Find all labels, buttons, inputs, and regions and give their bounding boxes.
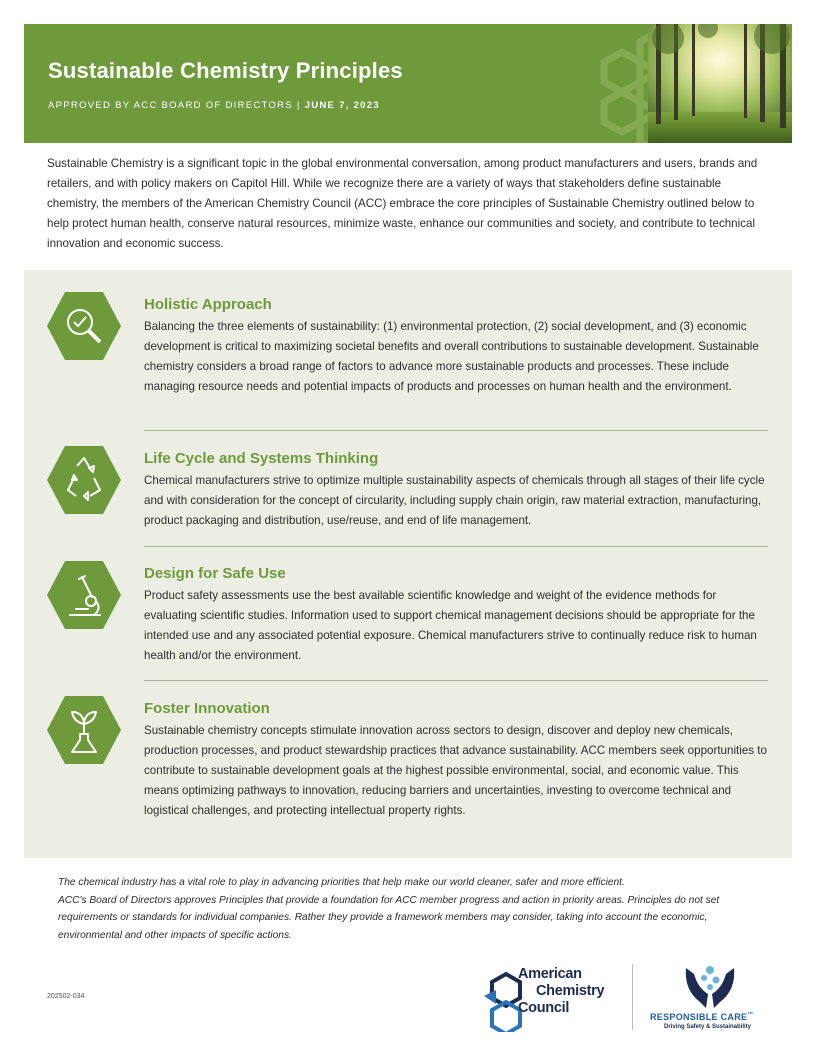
footnote — [58, 874, 770, 944]
principle-body: Sustainable chemistry concepts stimulate innovation across sectors to design, discover and deploy new chemicals, production processes, and product stewardship practices that advance sustainability. ACC members seek opportunities to contribute to sustainable development goals at the highest possible environmental, social, and economic value. This means optimizing pathways to innovation, reducing barriers and uncertainties, investing to overcome technical and logistical challenges, and protecting intellectual property rights. — [144, 724, 767, 817]
acc-logo-line-3: Council — [518, 1000, 570, 1016]
responsible-care-tm: ™ — [747, 1012, 754, 1018]
principle-body: Product safety assessments use the best available scientific knowledge and weight of the evidence methods for evaluating scientific studies. Information used to support chemical management decisions should be appropriate for the intended use and any associated potential exposure. Chemical manufacturers strive to continually reduce risk to human health and/or the environment. — [144, 589, 757, 662]
responsible-care-tagline: Driving Safety & Sustainability — [664, 1024, 752, 1030]
footnote-line-2: ACC's Board of Directors approves Principles that provide a foundation for ACC member progress and action in priority areas. Principles do not set requirements or standards for individual companies. Rather they provide a framework members may consider, taking into account the economic, environmental and other impacts of specific actions. — [58, 894, 720, 941]
logo-divider — [632, 964, 633, 1030]
approval-line — [48, 100, 380, 111]
principle-body: Balancing the three elements of sustainability: (1) environmental protection, (2) social development, and (3) economic development is critical to maximizing societal benefits and overall contributions to sustainable development. Sustainable chemistry considers a broad range of factors to advance more sustainable products and processes. These include managing resource needs and potential impacts of products and processes on human health and the environment. — [144, 320, 759, 393]
acc-logo-line-2: Chemistry — [536, 983, 605, 999]
approval-prefix: APPROVED BY ACC BOARD OF DIRECTORS | — [48, 100, 305, 111]
principle-title: Design for Safe Use — [144, 565, 286, 582]
divider — [144, 546, 768, 547]
acc-logo-line-1: American — [518, 966, 582, 982]
principles-panel — [24, 270, 792, 858]
intro-paragraph: Sustainable Chemistry is a significant topic in the global environmental conversation, among product manufacturers and users, brands and retailers, and with policy makers on Capitol Hill. While we recognize there are a variety of ways that stakeholders define sustainable chemistry, the members of the American Chemistry Council (ACC) embrace the core principles of Sustainable Chemistry outlined below to help protect human health, conserve natural resources, minimize waste, enhance our communities and society, and contribute to technical innovation and economic success. — [47, 157, 758, 250]
principle-title: Life Cycle and Systems Thinking — [144, 450, 379, 467]
footnote-line-1: The chemical industry has a vital role to play in advancing priorities that help make our world cleaner, safer and more efficient. — [58, 877, 625, 888]
divider — [144, 680, 768, 681]
divider — [144, 430, 768, 431]
approval-date: JUNE 7, 2023 — [304, 100, 380, 111]
principle-title: Holistic Approach — [144, 296, 272, 313]
document-code: 202502-034 — [47, 993, 85, 1000]
sprout-flask-icon — [46, 692, 122, 768]
principle-title: Foster Innovation — [144, 700, 270, 717]
principle-body: Chemical manufacturers strive to optimize multiple sustainability aspects of chemicals through all stages of their life cycle and with consideration for the concept of circularity, including supply chain origin, raw material extraction, manufacturing, product packaging and distribution, use/reuse, and end of life management. — [144, 474, 765, 527]
magnifier-check-icon — [46, 288, 122, 364]
page-title: Sustainable Chemistry Principles — [48, 58, 403, 83]
acc-logo-text — [518, 966, 604, 1017]
responsible-care-name: RESPONSIBLE CARE — [650, 1012, 748, 1022]
forest-photo — [648, 24, 792, 143]
recycle-icon — [46, 442, 122, 518]
microscope-icon — [46, 557, 122, 633]
responsible-care-title — [650, 1012, 754, 1022]
header-banner — [24, 24, 792, 143]
responsible-care-hands-icon — [680, 960, 740, 1010]
